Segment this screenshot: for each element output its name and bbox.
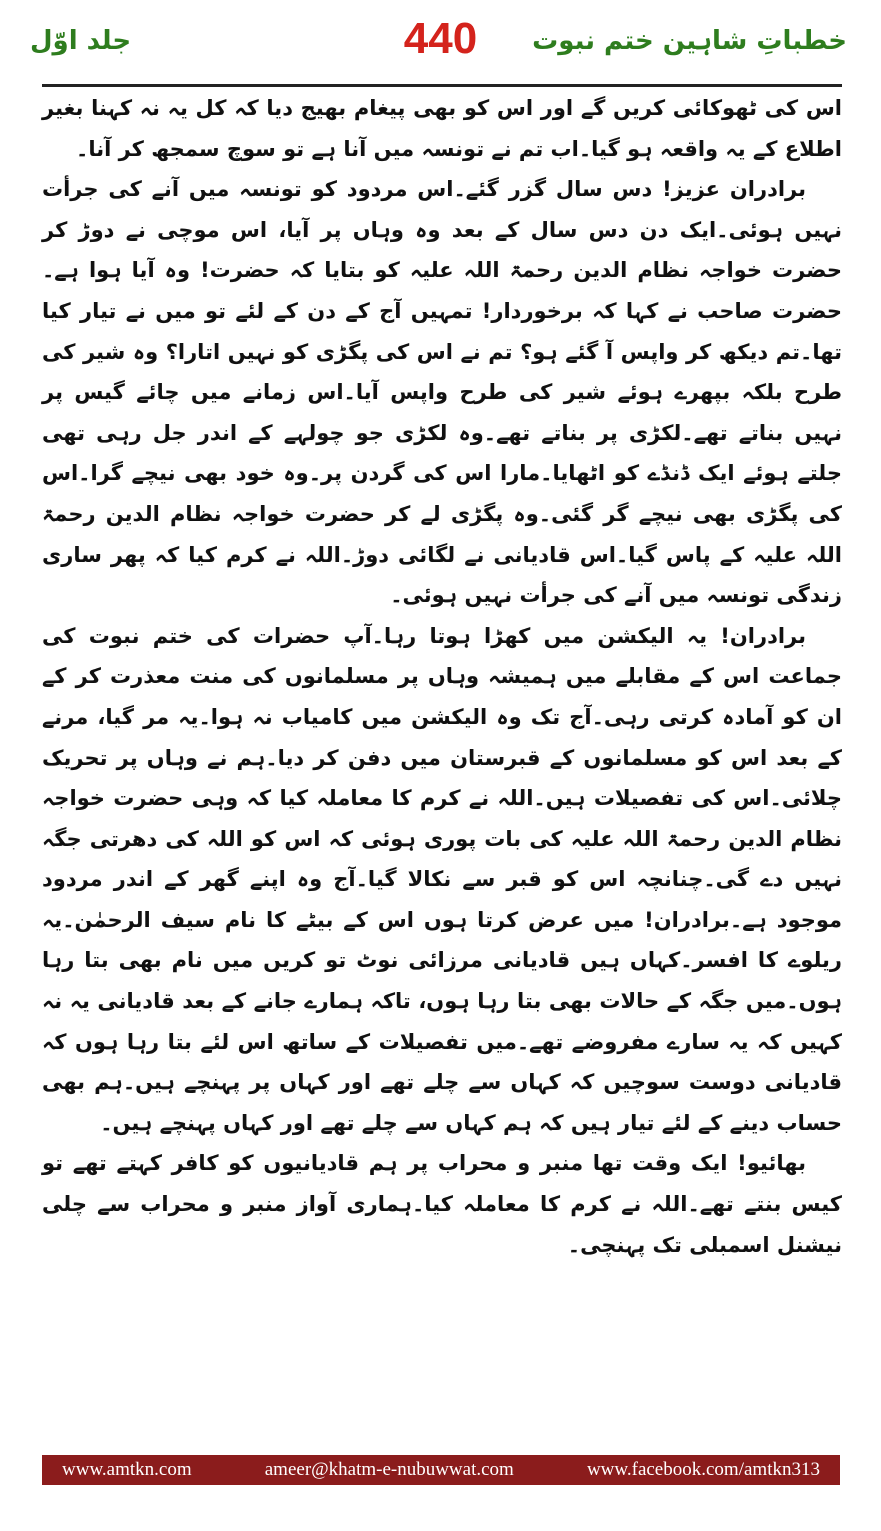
- book-title: خطباتِ شاہین ختم نبوت: [532, 26, 847, 56]
- paragraph-4: بھائیو! ایک وقت تھا منبر و محراب پر ہم قادیانیوں کو کافر کہتے تھے تو کیس بنتے تھے۔اللہ نے کرم کا معاملہ کیا۔ہماری آواز منبر و محراب سے چلی نیشنل اسمبلی تک پہنچی۔: [42, 1151, 842, 1257]
- page-header: [0, 0, 881, 90]
- volume-label: جلد اوّل: [30, 26, 132, 56]
- paragraph-1: اس کی ٹھوکائی کریں گے اور اس کو بھی پیغام بھیج دیا کہ کل یہ نہ کہنا بغیر اطلاع کے یہ واقعہ ہو گیا۔اب تم نے تونسہ میں آنا ہے تو سوچ سمجھ کر آنا۔: [42, 96, 842, 161]
- paragraph-3: برادران! یہ الیکشن میں کھڑا ہوتا رہا۔آپ حضرات کی ختم نبوت کی جماعت اس کے مقابلے میں ہمیشہ وہاں پر مسلمانوں کی منت معذرت کر کے ان کو آمادہ کرتی رہی۔آج تک وہ الیکشن میں کامیاب نہ ہوا۔یہ مر گیا، مرنے کے بعد اس کو مسلمانوں کے قبرستان میں دفن کر دیا۔ہم نے وہاں پر تحریک چلائی۔اس کی تفصیلات ہیں۔اللہ نے کرم کا معاملہ کیا کہ وہی حضرت خواجہ نظام الدین رحمۃ اللہ علیہ کی بات پوری ہوئی کہ اس کو اللہ کی دھرتی جگہ نہیں دے گی۔چنانچہ اس کو قبر سے نکالا گیا۔آج وہ اپنے گھر کے اندر مردود موجود ہے۔برادران! میں عرض کرتا ہوں اس کے بیٹے کا نام سیف الرحمٰن۔یہ ریلوے کا افسر۔کہاں ہیں قادیانی مرزائی نوٹ تو کریں میں نام بھی بتا رہا ہوں۔میں جگہ کے حالات بھی بتا رہا ہوں، تاکہ ہمارے جانے کے بعد قادیانی یہ نہ کہیں کہ یہ سارے مفروضے تھے۔میں تفصیلات کے ساتھ اس لئے بتا رہا ہوں کہ قادیانی دوست سوچیں کہ کہاں سے چلے تھے اور کہاں پر پہنچے ہیں۔ہم بھی حساب دینے کے لئے تیار ہیں کہ ہم کہاں سے چلے تھے اور کہاں پہنچے ہیں۔: [42, 623, 842, 1135]
- page-number: 440: [403, 14, 478, 63]
- paragraph-2: برادران عزیز! دس سال گزر گئے۔اس مردود کو تونسہ میں آنے کی جرأت نہیں ہوئی۔ایک دن دس سال کے بعد وہ وہاں پر آیا، اس موچی نے دوڑ کر حضرت خواجہ نظام الدین رحمۃ اللہ علیہ کو بتایا کہ حضرت! وہ آیا ہوا ہے۔حضرت صاحب نے کہا کہ برخوردار! تمہیں آج کے دن کے لئے تو میں نے تیار کیا تھا۔تم دیکھ کر واپس آ گئے ہو؟ تم نے اس کی پگڑی کو نہیں اتارا؟ وہ شیر کی طرح بلکہ بپھرے ہوئے شیر کی طرح واپس آیا۔اس زمانے میں چائے گیس پر نہیں بناتے تھے۔لکڑی پر بناتے تھے۔وہ لکڑی جو چولہے کے اندر جل رہی تھی جلتے ہوئے ایک ڈنڈے کو اٹھایا۔مارا اس کی گردن پر۔وہ خود بھی نیچے گرا۔اس کی پگڑی بھی نیچے گر گئی۔وہ پگڑی لے کر حضرت خواجہ نظام الدین رحمۃ اللہ علیہ کے پاس گیا۔اس قادیانی نے لگائی دوڑ۔اللہ نے کرم کیا کہ پھر ساری زندگی تونسہ میں آنے کی جرأت نہیں ہوئی۔: [42, 177, 842, 608]
- footer-bar: [42, 1455, 840, 1485]
- footer-facebook-link[interactable]: www.facebook.com/amtkn313: [586, 1459, 820, 1480]
- header-rule: [42, 84, 842, 87]
- footer-website-link[interactable]: www.amtkn.com: [62, 1459, 192, 1480]
- page-body: [42, 88, 842, 1448]
- footer-email-link[interactable]: ameer@khatm-e-nubuwwat.com: [264, 1459, 514, 1480]
